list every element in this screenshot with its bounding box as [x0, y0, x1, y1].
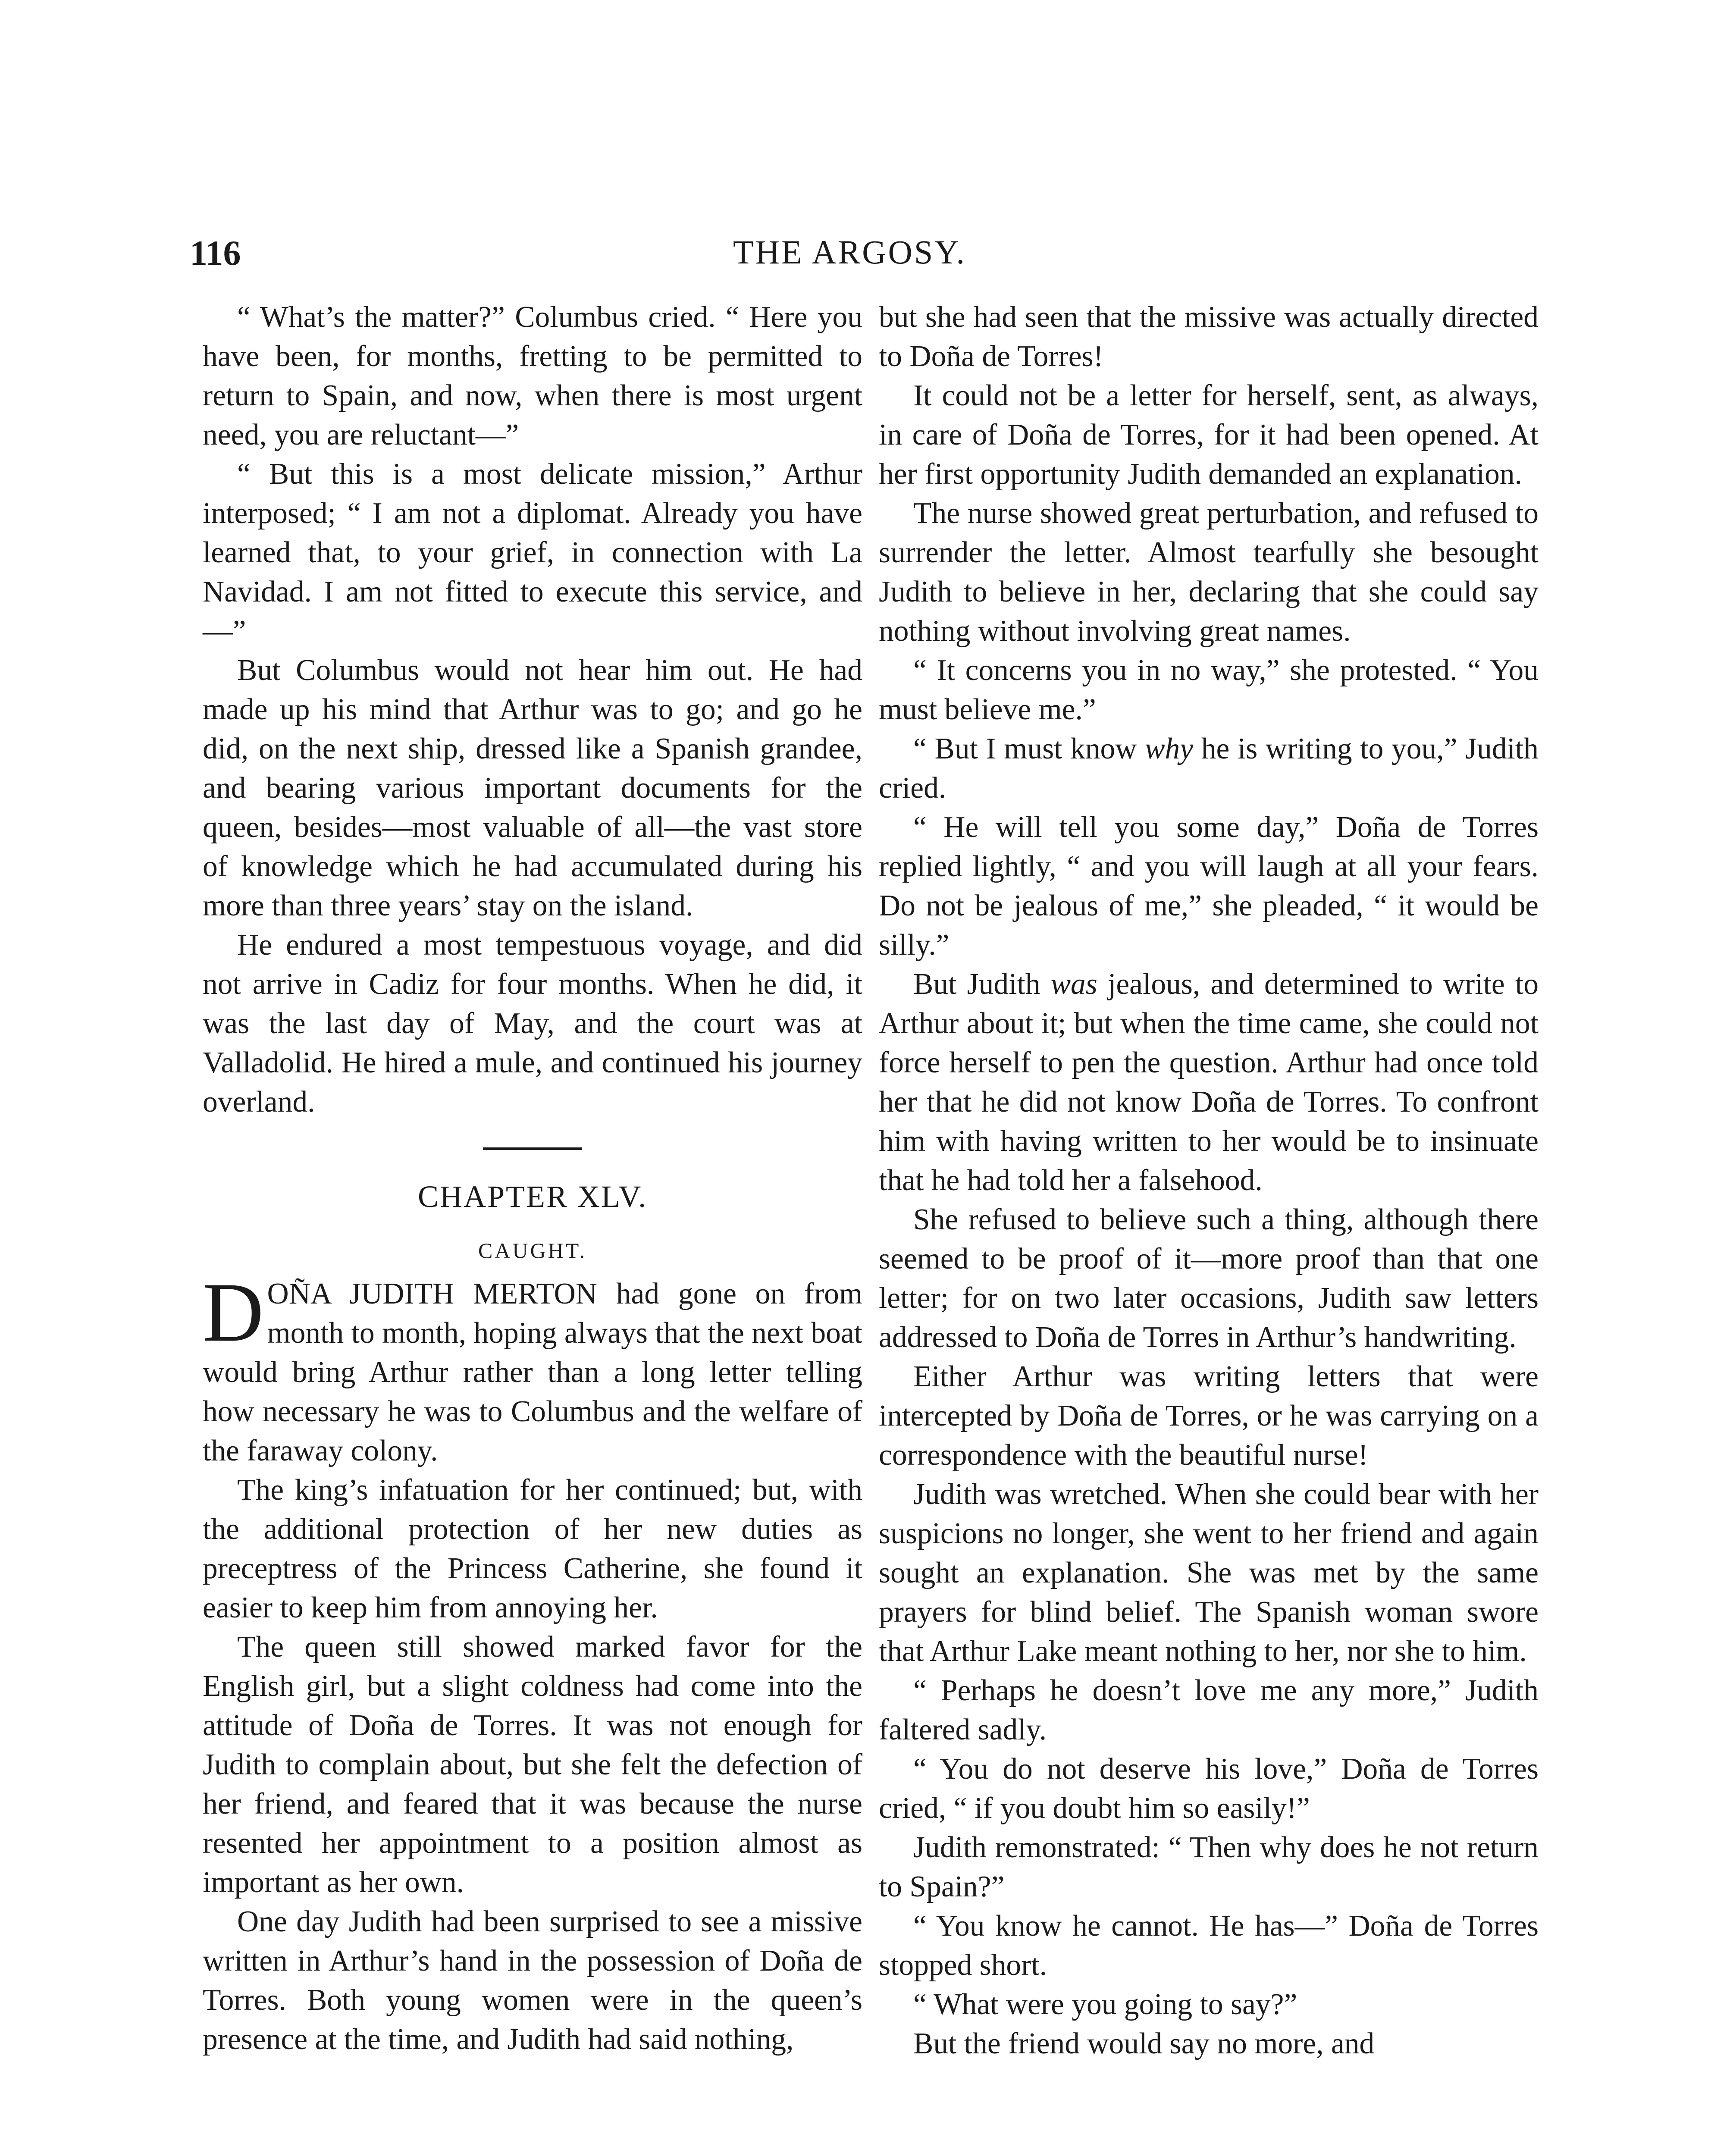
paragraph: “ What were you going to say?”: [913, 1988, 1297, 2021]
paragraph: “ It concerns you in no way,” she protested. “ You must believe me.”: [879, 654, 1539, 726]
paragraph: One day Judith had been surprised to see a missive written in Arthur’s hand in the possession of Doña de Torres. Both young women were in the queen’s presence at the time, and Judith had said nothing,: [203, 1905, 862, 2056]
right-column: [879, 298, 1539, 2063]
section-divider: [483, 1147, 582, 1150]
paragraph: She refused to believe such a thing, although there seemed to be proof of it—more proof than that one letter; for on two later occasions, Judith saw letters addressed to Doña de Torres in Arthur’s handwriting.: [879, 1203, 1539, 1354]
continued-paragraph: but she had seen that the missive was actually directed to Doña de Torres!: [879, 301, 1539, 373]
paragraph: “ But this is a most delicate mission,” Arthur interposed; “ I am not a diplomat. Already you have learned that, to your grief, in connection with La Navidad. I am not fitted to execute this service, and—”: [203, 458, 862, 648]
paragraph: But the friend would say no more, and: [913, 2027, 1375, 2060]
page-header: [190, 233, 1570, 280]
paragraph: “ Perhaps he doesn’t love me any more,” Judith faltered sadly.: [879, 1674, 1539, 1746]
paragraph: Either Arthur was writing letters that were intercepted by Doña de Torres, or he was carrying on a correspondence with the beautiful nurse!: [879, 1360, 1539, 1472]
paragraph: But Columbus would not hear him out. He had made up his mind that Arthur was to go; and go he did, on the next ship, dressed like a Spanish grandee, and bearing various important documents for the queen, besides—most valuable of all—the vast store of knowledge which he had accumulated during his more than three years’ stay on the island.: [203, 654, 862, 922]
paragraph: He endured a most tempestuous voyage, and did not arrive in Cadiz for four months. When he did, it was the last day of May, and the court was at Valladolid. He hired a mule, and continued his journey overland.: [203, 928, 862, 1119]
opening-text: OÑA JUDITH MERTON had gone on from month to month, hoping always that the next boat would bring Arthur rather than a long letter telling how necessary he was to Columbus and the welfare of the faraway colony.: [203, 1277, 862, 1467]
paragraph: [879, 965, 1539, 1200]
left-column: [203, 298, 862, 2059]
chapter-opening-paragraph: [203, 1266, 862, 1470]
paragraph: It could not be a letter for herself, sent, as always, in care of Doña de Torres, for it had been opened. At her first opportunity Judith demanded an explanation.: [879, 379, 1539, 491]
paragraph: “ You do not deserve his love,” Doña de Torres cried, “ if you doubt him so easily!”: [879, 1752, 1539, 1825]
text-run: But Judith: [913, 968, 1051, 1001]
text-run: he is writing to you,” Judith cried.: [879, 732, 1539, 805]
chapter-subtitle: CAUGHT.: [478, 1238, 587, 1263]
paragraph: “ He will tell you some day,” Doña de Torres replied lightly, “ and you will laugh at all your fears. Do not be jealous of me,” she pleaded, “ it would be silly.”: [879, 811, 1539, 962]
paragraph: “ What’s the matter?” Columbus cried. “ Here you have been, for months, fretting to be permitted to return to Spain, and now, when there is most urgent need, you are reluctant—”: [203, 301, 862, 451]
chapter-heading: CHAPTER XLV.: [417, 1179, 648, 1214]
text-run: jealous, and determined to write to Arthur about it; but when the time came, she could not force herself to pen the question. Arthur had once told her that he did not know Doña de Torres. To confront him with having written to her would be to insinuate that he had told her a falsehood.: [879, 968, 1539, 1197]
paragraph: The nurse showed great perturbation, and refused to surrender the letter. Almost tearfully she besought Judith to believe in her, declaring that she could say nothing without involving great names.: [879, 497, 1539, 648]
running-title: THE ARGOSY.: [733, 233, 966, 271]
drop-cap: D: [203, 1266, 264, 1359]
text-run: “ But I must know: [913, 732, 1145, 765]
paragraph: [879, 729, 1539, 808]
italic-text: was: [1050, 968, 1097, 1001]
page-number: 116: [190, 233, 241, 273]
paragraph: Judith was wretched. When she could bear with her suspicions no longer, she went to her friend and again sought an explanation. She was met by the same prayers for blind belief. The Spanish woman swore that Arthur Lake meant nothing to her, nor she to him.: [879, 1478, 1539, 1668]
paragraph: “ You know he cannot. He has—” Doña de Torres stopped short.: [879, 1909, 1539, 1982]
italic-text: why: [1145, 732, 1194, 765]
paragraph: The queen still showed marked favor for the English girl, but a slight coldness had come into the attitude of Doña de Torres. It was not enough for Judith to complain about, but she felt the defection of her friend, and feared that it was because the nurse resented her appointment to a position almost as important as her own.: [203, 1630, 862, 1899]
paragraph: Judith remonstrated: “ Then why does he not return to Spain?”: [879, 1831, 1539, 1903]
paragraph: The king’s infatuation for her continued; but, with the additional protection of her new duties as preceptress of the Princess Catherine, she found it easier to keep him from annoying her.: [203, 1473, 862, 1624]
